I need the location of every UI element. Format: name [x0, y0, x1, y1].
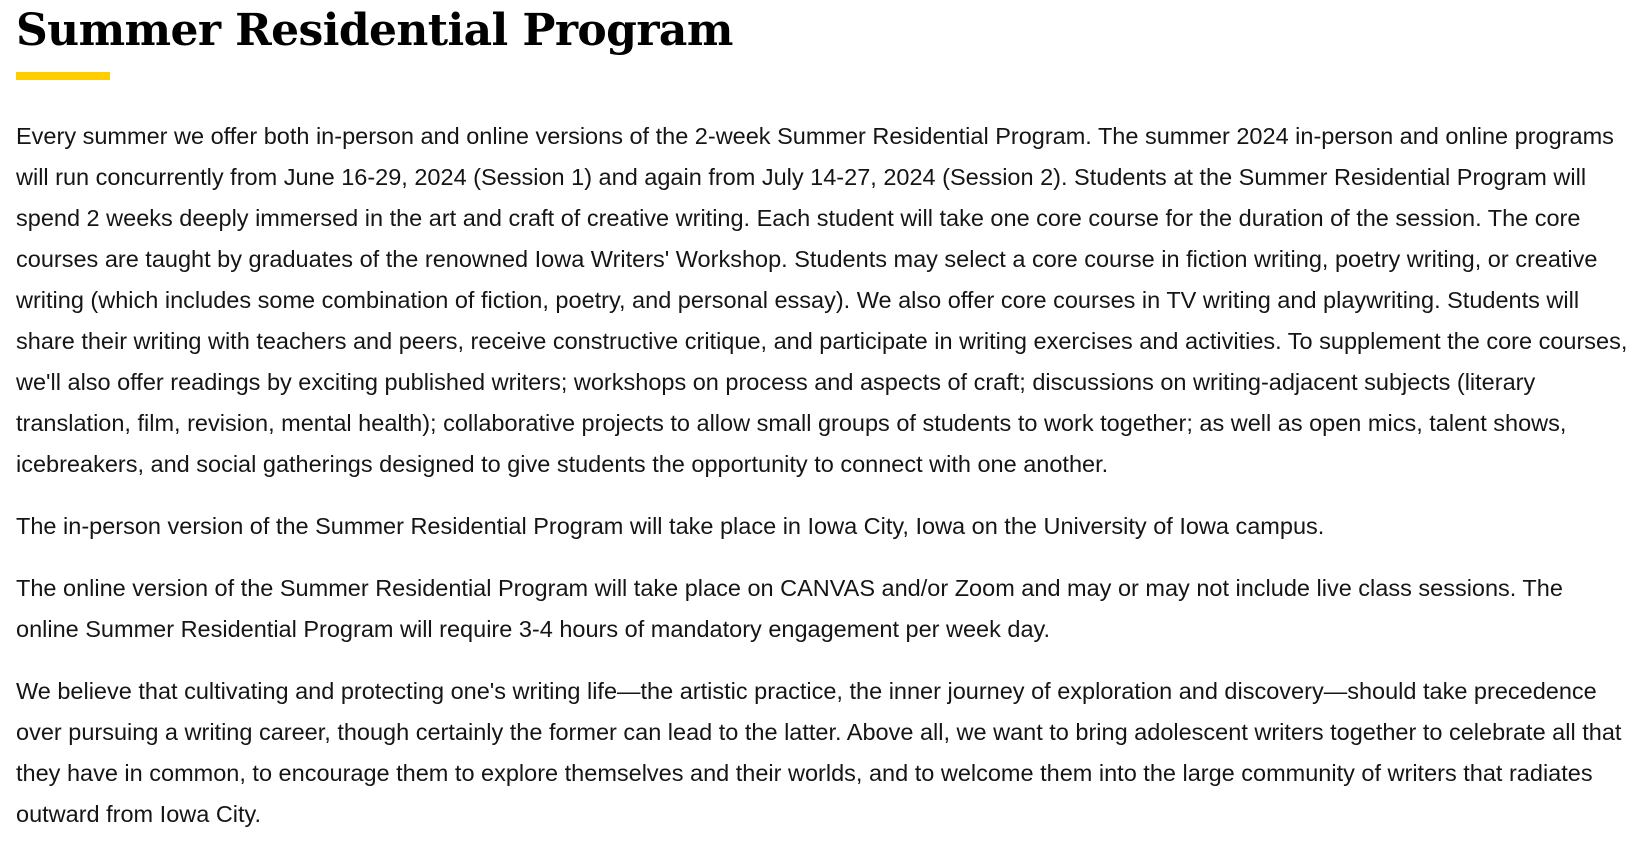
paragraph-online: The online version of the Summer Residential Program will take place on CANVAS and/or Zoom and may or may not include live class sessions. The online Summer Residential Program will require 3-4 hours of mandatory engagement per week day.: [16, 575, 1563, 642]
article-body: [16, 116, 1628, 835]
page-content: [16, 0, 1628, 856]
page-title: Summer Residential Program: [16, 5, 733, 56]
paragraph-in-person: The in-person version of the Summer Residential Program will take place in Iowa City, Iowa on the University of Iowa campus.: [16, 513, 1325, 539]
paragraph-philosophy: We believe that cultivating and protecting one's writing life—the artistic practice, the inner journey of exploration and discovery—should take precedence over pursuing a writing career, though certainly the former can lead to the latter. Above all, we want to bring adolescent writers together to celebrate all that they have in common, to encourage them to explore themselves and their worlds, and to welcome them into the large community of writers that radiates outward from Iowa City.: [16, 678, 1622, 827]
title-accent-bar: [16, 72, 110, 80]
paragraph-program-overview: Every summer we offer both in-person and online versions of the 2-week Summer Residential Program. The summer 2024 in-person and online programs will run concurrently from June 16-29, 2024 (Session 1) and again from July 14-27, 2024 (Session 2). Students at the Summer Residential Program will spend 2 weeks deeply immersed in the art and craft of creative writing. Each student will take one core course for the duration of the session. The core courses are taught by graduates of the renowned Iowa Writers' Workshop. Students may select a core course in fiction writing, poetry writing, or creative writing (which includes some combination of fiction, poetry, and personal essay). We also offer core courses in TV writing and playwriting. Students will share their writing with teachers and peers, receive constructive critique, and participate in writing exercises and activities. To supplement the core courses, we'll also offer readings by exciting published writers; workshops on process and aspects of craft; discussions on writing-adjacent subjects (literary translation, film, revision, mental health); collaborative projects to allow small groups of students to work together; as well as open mics, talent shows, icebreakers, and social gatherings designed to give students the opportunity to connect with one another.: [16, 123, 1628, 477]
